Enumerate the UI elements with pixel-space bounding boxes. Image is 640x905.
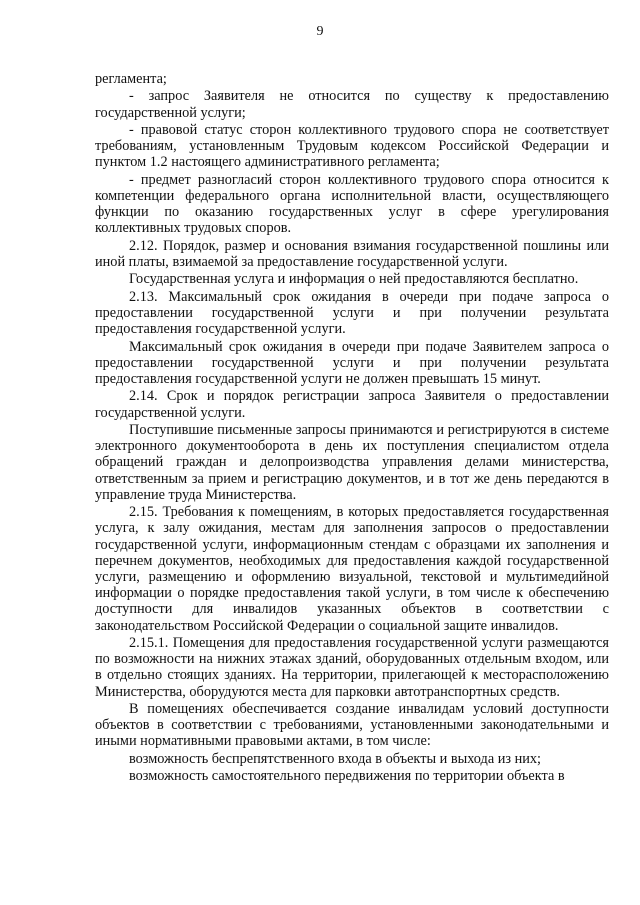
paragraph: Поступившие письменные запросы принимаются и регистрируются в системе электронного документооборота в день их поступления специалистом отдела обращений граждан и делопроизводства управления делами министерства, ответственным за прием и регистрацию документов, и в тот же день передаются в управление труда Министерства. (95, 421, 609, 503)
section-2-15-1: 2.15.1. Помещения для предоставления государственной услуги размещаются по возможности на нижних этажах зданий, оборудованных отдельным входом, или в отдельно стоящих зданиях. На территории, прилегающей к месторасположению Министерства, оборудуются места для парковки автотранспортных средств. (95, 634, 609, 700)
paragraph: - правовой статус сторон коллективного трудового спора не соответствует требованиям, установленным Трудовым кодексом Российской Федерации и пунктом 1.2 настоящего административного регламента; (95, 121, 609, 171)
paragraph: В помещениях обеспечивается создание инвалидам условий доступности объектов в соответствии с требованиями, установленными законодательными и иными нормативными правовыми актами, в том числе: (95, 700, 609, 750)
paragraph: возможность беспрепятственного входа в объекты и выхода из них; (129, 750, 542, 767)
paragraph: Максимальный срок ожидания в очереди при подаче Заявителем запроса о предоставлении государственной услуги и при получении результата предоставления государственной услуги не должен превышать 15 минут. (95, 338, 609, 387)
section-heading-2-15: 2.15. Требования к помещениям, в которых предоставляется государственная услуга, к залу ожидания, местам для заполнения запросов о предоставлении государственной услуги, информационным стендам с образцами их заполнения и перечнем документов, необходимых для предоставления каждой государственной услуги, размещению и оформлению визуальной, текстовой и мультимедийной информации о порядке предоставления такой услуги, в том числе к обеспечению доступности для инвалидов указанных объектов в соответствии с законодательством Российской Федерации о социальной защите инвалидов. (95, 504, 609, 634)
section-heading-2-12: 2.12. Порядок, размер и основания взимания государственной пошлины или иной платы, взимаемой за предоставление государственной услуги. (95, 237, 609, 270)
paragraph: Государственная услуга и информация о ней предоставляются бесплатно. (129, 271, 579, 288)
page-number: 9 (316, 24, 324, 39)
section-heading-2-13: 2.13. Максимальный срок ожидания в очереди при подаче запроса о предоставлении государственной услуги и при получении результата предоставления государственной услуги. (95, 288, 609, 338)
paragraph: - предмет разногласий сторон коллективного трудового спора относится к компетенции федерального органа исполнительной власти, осуществляющего функции по оказанию государственных услуг в сфере урегулирования коллективных трудовых споров. (95, 171, 609, 237)
section-heading-2-14: 2.14. Срок и порядок регистрации запроса Заявителя о предоставлении государственной услуги. (95, 388, 609, 421)
paragraph: регламента; (95, 71, 167, 87)
paragraph: - запрос Заявителя не относится по существу к предоставлению государственной услуги; (95, 88, 609, 121)
document-body (95, 71, 609, 786)
paragraph: возможность самостоятельного передвижения по территории объекта в (129, 768, 565, 785)
